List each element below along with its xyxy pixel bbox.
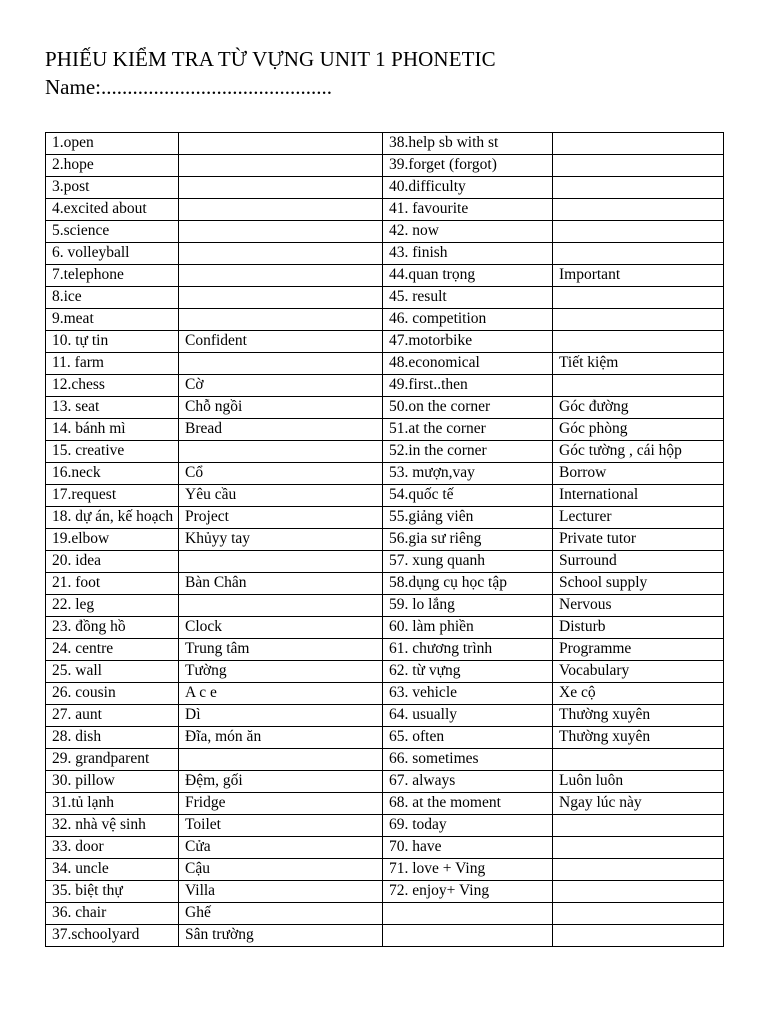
- right-meaning-cell: [553, 155, 724, 177]
- table-row: [46, 793, 724, 815]
- right-meaning-cell: Private tutor: [553, 529, 724, 551]
- table-row: [46, 573, 724, 595]
- left-meaning-cell: [179, 749, 383, 771]
- right-meaning-cell: Xe cộ: [553, 683, 724, 705]
- right-meaning-cell: Disturb: [553, 617, 724, 639]
- right-word-cell: 39.forget (forgot): [383, 155, 553, 177]
- right-word-cell: 63. vehicle: [383, 683, 553, 705]
- right-word-cell: 44.quan trọng: [383, 265, 553, 287]
- left-word-cell: 14. bánh mì: [46, 419, 179, 441]
- left-word-cell: 20. idea: [46, 551, 179, 573]
- left-meaning-cell: Cờ: [179, 375, 383, 397]
- left-meaning-cell: [179, 177, 383, 199]
- right-meaning-cell: Góc tường , cái hộp: [553, 441, 724, 463]
- left-meaning-cell: Bread: [179, 419, 383, 441]
- left-meaning-cell: Yêu cầu: [179, 485, 383, 507]
- left-word-cell: 24. centre: [46, 639, 179, 661]
- left-word-cell: 8.ice: [46, 287, 179, 309]
- left-word-cell: 13. seat: [46, 397, 179, 419]
- right-meaning-cell: [553, 859, 724, 881]
- right-meaning-cell: [553, 815, 724, 837]
- left-word-cell: 33. door: [46, 837, 179, 859]
- right-meaning-cell: [553, 243, 724, 265]
- left-word-cell: 34. uncle: [46, 859, 179, 881]
- left-word-cell: 31.tủ lạnh: [46, 793, 179, 815]
- left-word-cell: 10. tự tin: [46, 331, 179, 353]
- right-word-cell: 46. competition: [383, 309, 553, 331]
- left-meaning-cell: [179, 441, 383, 463]
- left-meaning-cell: [179, 243, 383, 265]
- right-word-cell: 53. mượn,vay: [383, 463, 553, 485]
- left-meaning-cell: Trung tâm: [179, 639, 383, 661]
- right-word-cell: 64. usually: [383, 705, 553, 727]
- right-meaning-cell: Lecturer: [553, 507, 724, 529]
- left-meaning-cell: Cậu: [179, 859, 383, 881]
- left-meaning-cell: Tường: [179, 661, 383, 683]
- left-word-cell: 21. foot: [46, 573, 179, 595]
- right-word-cell: 71. love + Ving: [383, 859, 553, 881]
- right-meaning-cell: [553, 221, 724, 243]
- table-row: [46, 881, 724, 903]
- right-word-cell: 45. result: [383, 287, 553, 309]
- table-row: [46, 595, 724, 617]
- left-word-cell: 6. volleyball: [46, 243, 179, 265]
- table-row: [46, 463, 724, 485]
- right-word-cell: 65. often: [383, 727, 553, 749]
- right-meaning-cell: Ngay lúc này: [553, 793, 724, 815]
- right-word-cell: 56.gia sư riêng: [383, 529, 553, 551]
- right-meaning-cell: Thường xuyên: [553, 727, 724, 749]
- right-meaning-cell: [553, 287, 724, 309]
- left-meaning-cell: Project: [179, 507, 383, 529]
- right-meaning-cell: [553, 177, 724, 199]
- right-word-cell: 41. favourite: [383, 199, 553, 221]
- left-word-cell: 37.schoolyard: [46, 925, 179, 947]
- right-word-cell: 68. at the moment: [383, 793, 553, 815]
- right-word-cell: 61. chương trình: [383, 639, 553, 661]
- left-word-cell: 4.excited about: [46, 199, 179, 221]
- right-word-cell: 49.first..then: [383, 375, 553, 397]
- right-word-cell: 51.at the corner: [383, 419, 553, 441]
- right-meaning-cell: [553, 925, 724, 947]
- left-word-cell: 27. aunt: [46, 705, 179, 727]
- left-meaning-cell: [179, 287, 383, 309]
- left-word-cell: 30. pillow: [46, 771, 179, 793]
- left-meaning-cell: [179, 221, 383, 243]
- left-meaning-cell: [179, 155, 383, 177]
- left-meaning-cell: Cổ: [179, 463, 383, 485]
- right-word-cell: 43. finish: [383, 243, 553, 265]
- table-row: [46, 133, 724, 155]
- left-meaning-cell: Villa: [179, 881, 383, 903]
- left-meaning-cell: [179, 595, 383, 617]
- right-word-cell: 38.help sb with st: [383, 133, 553, 155]
- vocabulary-table: [45, 132, 724, 947]
- table-row: [46, 485, 724, 507]
- table-row: [46, 771, 724, 793]
- left-meaning-cell: Clock: [179, 617, 383, 639]
- left-word-cell: 32. nhà vệ sinh: [46, 815, 179, 837]
- right-meaning-cell: [553, 331, 724, 353]
- left-word-cell: 23. đồng hồ: [46, 617, 179, 639]
- right-meaning-cell: Surround: [553, 551, 724, 573]
- left-word-cell: 22. leg: [46, 595, 179, 617]
- table-row: [46, 661, 724, 683]
- right-meaning-cell: Góc phòng: [553, 419, 724, 441]
- table-row: [46, 925, 724, 947]
- left-meaning-cell: [179, 133, 383, 155]
- right-word-cell: [383, 925, 553, 947]
- left-word-cell: 19.elbow: [46, 529, 179, 551]
- right-word-cell: 55.giảng viên: [383, 507, 553, 529]
- left-meaning-cell: [179, 551, 383, 573]
- right-meaning-cell: Vocabulary: [553, 661, 724, 683]
- table-row: [46, 287, 724, 309]
- worksheet-title: PHIẾU KIỂM TRA TỪ VỰNG UNIT 1 PHONETIC: [45, 47, 496, 71]
- table-row: [46, 397, 724, 419]
- right-word-cell: 42. now: [383, 221, 553, 243]
- right-word-cell: 40.difficulty: [383, 177, 553, 199]
- left-word-cell: 18. dự án, kế hoạch: [46, 507, 179, 529]
- right-meaning-cell: [553, 837, 724, 859]
- right-word-cell: 67. always: [383, 771, 553, 793]
- table-row: [46, 705, 724, 727]
- left-meaning-cell: Khủyy tay: [179, 529, 383, 551]
- left-word-cell: 28. dish: [46, 727, 179, 749]
- left-meaning-cell: Cửa: [179, 837, 383, 859]
- right-meaning-cell: [553, 903, 724, 925]
- left-meaning-cell: Fridge: [179, 793, 383, 815]
- right-meaning-cell: Borrow: [553, 463, 724, 485]
- right-word-cell: 70. have: [383, 837, 553, 859]
- table-row: [46, 309, 724, 331]
- table-row: [46, 155, 724, 177]
- table-row: [46, 419, 724, 441]
- right-meaning-cell: Luôn luôn: [553, 771, 724, 793]
- table-row: [46, 859, 724, 881]
- table-row: [46, 815, 724, 837]
- table-row: [46, 551, 724, 573]
- right-meaning-cell: [553, 375, 724, 397]
- right-meaning-cell: Thường xuyên: [553, 705, 724, 727]
- right-word-cell: [383, 903, 553, 925]
- table-row: [46, 639, 724, 661]
- table-row: [46, 265, 724, 287]
- left-meaning-cell: Chỗ ngồi: [179, 397, 383, 419]
- right-meaning-cell: Nervous: [553, 595, 724, 617]
- left-meaning-cell: Đĩa, món ăn: [179, 727, 383, 749]
- right-word-cell: 58.dụng cụ học tập: [383, 573, 553, 595]
- table-row: [46, 749, 724, 771]
- table-row: [46, 837, 724, 859]
- left-meaning-cell: Ghế: [179, 903, 383, 925]
- left-meaning-cell: Dì: [179, 705, 383, 727]
- table-row: [46, 683, 724, 705]
- left-word-cell: 29. grandparent: [46, 749, 179, 771]
- right-meaning-cell: [553, 133, 724, 155]
- right-word-cell: 69. today: [383, 815, 553, 837]
- left-word-cell: 16.neck: [46, 463, 179, 485]
- right-meaning-cell: Góc đường: [553, 397, 724, 419]
- left-word-cell: 7.telephone: [46, 265, 179, 287]
- right-meaning-cell: [553, 881, 724, 903]
- left-meaning-cell: Toilet: [179, 815, 383, 837]
- left-meaning-cell: A c e: [179, 683, 383, 705]
- right-word-cell: 59. lo lắng: [383, 595, 553, 617]
- left-meaning-cell: [179, 199, 383, 221]
- table-row: [46, 353, 724, 375]
- left-word-cell: 2.hope: [46, 155, 179, 177]
- table-row: [46, 507, 724, 529]
- name-field: Name:............................................: [45, 75, 332, 99]
- right-word-cell: 60. làm phiền: [383, 617, 553, 639]
- vocabulary-table-body: [46, 133, 724, 947]
- table-row: [46, 903, 724, 925]
- right-word-cell: 62. từ vựng: [383, 661, 553, 683]
- right-word-cell: 57. xung quanh: [383, 551, 553, 573]
- table-row: [46, 177, 724, 199]
- left-word-cell: 26. cousin: [46, 683, 179, 705]
- right-meaning-cell: [553, 309, 724, 331]
- left-meaning-cell: Đệm, gối: [179, 771, 383, 793]
- table-row: [46, 617, 724, 639]
- right-meaning-cell: [553, 199, 724, 221]
- table-row: [46, 529, 724, 551]
- left-word-cell: 3.post: [46, 177, 179, 199]
- left-word-cell: 36. chair: [46, 903, 179, 925]
- right-meaning-cell: Programme: [553, 639, 724, 661]
- left-word-cell: 11. farm: [46, 353, 179, 375]
- table-row: [46, 375, 724, 397]
- table-row: [46, 221, 724, 243]
- left-word-cell: 1.open: [46, 133, 179, 155]
- table-row: [46, 441, 724, 463]
- left-meaning-cell: [179, 265, 383, 287]
- table-row: [46, 199, 724, 221]
- left-meaning-cell: Confident: [179, 331, 383, 353]
- right-word-cell: 50.on the corner: [383, 397, 553, 419]
- right-word-cell: 72. enjoy+ Ving: [383, 881, 553, 903]
- left-meaning-cell: Sân trường: [179, 925, 383, 947]
- left-meaning-cell: [179, 309, 383, 331]
- table-row: [46, 243, 724, 265]
- left-word-cell: 25. wall: [46, 661, 179, 683]
- right-word-cell: 54.quốc tế: [383, 485, 553, 507]
- right-meaning-cell: [553, 749, 724, 771]
- left-word-cell: 9.meat: [46, 309, 179, 331]
- left-word-cell: 35. biệt thự: [46, 881, 179, 903]
- right-word-cell: 66. sometimes: [383, 749, 553, 771]
- left-meaning-cell: [179, 353, 383, 375]
- left-word-cell: 15. creative: [46, 441, 179, 463]
- left-word-cell: 5.science: [46, 221, 179, 243]
- right-meaning-cell: Important: [553, 265, 724, 287]
- right-word-cell: 48.economical: [383, 353, 553, 375]
- table-row: [46, 727, 724, 749]
- table-row: [46, 331, 724, 353]
- right-word-cell: 47.motorbike: [383, 331, 553, 353]
- right-meaning-cell: Tiết kiệm: [553, 353, 724, 375]
- left-word-cell: 12.chess: [46, 375, 179, 397]
- right-meaning-cell: International: [553, 485, 724, 507]
- right-word-cell: 52.in the corner: [383, 441, 553, 463]
- left-word-cell: 17.request: [46, 485, 179, 507]
- right-meaning-cell: School supply: [553, 573, 724, 595]
- left-meaning-cell: Bàn Chân: [179, 573, 383, 595]
